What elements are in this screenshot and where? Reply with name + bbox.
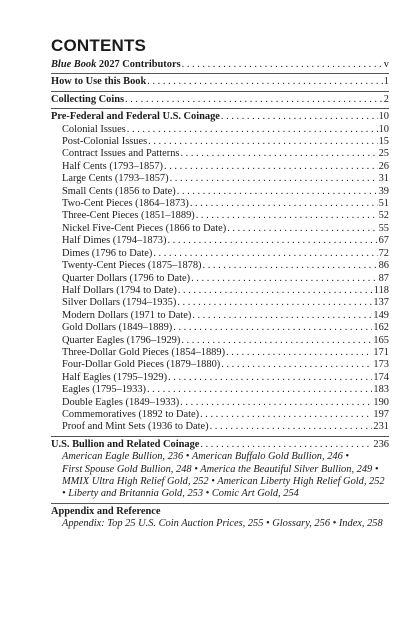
dot-leader bbox=[177, 186, 378, 198]
toc-entry-page: v bbox=[383, 59, 389, 70]
toc-entry-label bbox=[51, 59, 181, 71]
toc-subentry-label: Half Dollars (1794 to Date) bbox=[62, 284, 177, 296]
toc-subentry[interactable] bbox=[51, 235, 389, 247]
toc-subentry-page: 137 bbox=[373, 297, 389, 309]
toc-subentry-label: Quarter Eagles (1796–1929) bbox=[62, 334, 181, 346]
dot-leader bbox=[180, 397, 372, 409]
bullion-line: • Liberty and Britannia Gold, 253 • Comic Art Gold, 254 bbox=[62, 488, 299, 500]
toc-subentry-page: 26 bbox=[378, 160, 389, 172]
dot-leader bbox=[164, 161, 378, 173]
toc-entry-collecting-coins[interactable] bbox=[51, 94, 389, 106]
bullion-line: First Spouse Gold Bullion, 248 • America the Beautiful Silver Bullion, 249 • bbox=[62, 463, 379, 475]
toc-subentry[interactable] bbox=[51, 421, 389, 433]
page-title: CONTENTS bbox=[51, 36, 147, 55]
divider bbox=[51, 436, 389, 437]
toc-subentry-page: 67 bbox=[378, 235, 389, 247]
toc-entry-how-to-use[interactable] bbox=[51, 76, 389, 88]
toc-subentry-page: 149 bbox=[373, 309, 389, 321]
bullion-subentries bbox=[51, 451, 389, 501]
dot-leader bbox=[200, 409, 372, 421]
coinage-subentry-list bbox=[51, 124, 389, 434]
bullion-line: American Eagle Bullion, 236 • American Buffalo Gold Bullion, 246 • bbox=[62, 451, 350, 463]
toc-subentry-page: 87 bbox=[378, 272, 389, 284]
dot-leader bbox=[192, 310, 372, 322]
toc-subentry-page: 165 bbox=[373, 334, 389, 346]
dot-leader bbox=[181, 335, 372, 347]
dot-leader bbox=[200, 439, 372, 451]
toc-subentry-label: Dimes (1796 to Date) bbox=[62, 247, 153, 259]
dot-leader bbox=[203, 260, 378, 272]
dot-leader bbox=[227, 223, 377, 235]
toc-subentry[interactable] bbox=[51, 335, 389, 347]
toc-subentry[interactable] bbox=[51, 372, 389, 384]
appendix-subentries bbox=[51, 518, 389, 530]
toc-subentry[interactable] bbox=[51, 260, 389, 272]
divider bbox=[51, 503, 389, 504]
contents-page bbox=[51, 36, 389, 531]
toc-subentry-page: 25 bbox=[378, 148, 389, 160]
dot-leader bbox=[182, 59, 383, 71]
toc-entry-label: Collecting Coins bbox=[51, 93, 125, 105]
toc-subentry[interactable] bbox=[51, 198, 389, 210]
appendix-line: Appendix: Top 25 U.S. Coin Auction Prices, 255 • Glossary, 256 • Index, 258 bbox=[62, 518, 383, 530]
divider bbox=[51, 73, 389, 74]
toc-subentry-label: Three-Cent Pieces (1851–1889) bbox=[62, 210, 195, 222]
dot-leader bbox=[148, 136, 377, 148]
toc-entry-page: 10 bbox=[378, 111, 389, 123]
dot-leader bbox=[147, 76, 383, 88]
dot-leader bbox=[221, 111, 378, 123]
dot-leader bbox=[177, 297, 372, 309]
toc-subentry[interactable] bbox=[51, 285, 389, 297]
toc-subentry[interactable] bbox=[51, 161, 389, 173]
dot-leader bbox=[221, 359, 372, 371]
toc-subentry-label: Double Eagles (1849–1933) bbox=[62, 396, 180, 408]
toc-subentry[interactable] bbox=[51, 273, 389, 285]
dot-leader bbox=[190, 198, 378, 210]
toc-subentry-page: 55 bbox=[378, 222, 389, 234]
toc-subentry-label: Half Eagles (1795–1929) bbox=[62, 371, 168, 383]
toc-subentry[interactable] bbox=[51, 322, 389, 334]
dot-leader bbox=[147, 384, 372, 396]
toc-subentry-label: Large Cents (1793–1857) bbox=[62, 173, 169, 185]
toc-subentry[interactable] bbox=[51, 124, 389, 136]
dot-leader bbox=[153, 248, 377, 260]
toc-entry-appendix[interactable]: Appendix and Reference bbox=[51, 505, 161, 517]
toc-subentry[interactable] bbox=[51, 359, 389, 371]
dot-leader bbox=[168, 372, 372, 384]
toc-subentry[interactable] bbox=[51, 310, 389, 322]
toc-subentry-label: Eagles (1795–1933) bbox=[62, 384, 146, 396]
toc-subentry-page: 197 bbox=[373, 408, 389, 420]
toc-subentry-label: Three-Dollar Gold Pieces (1854–1889) bbox=[62, 346, 226, 358]
toc-subentry-label: Proof and Mint Sets (1936 to Date) bbox=[62, 421, 209, 433]
toc-subentry-label: Modern Dollars (1971 to Date) bbox=[62, 309, 192, 321]
toc-subentry-label: Half Cents (1793–1857) bbox=[62, 160, 164, 172]
dot-leader bbox=[167, 235, 377, 247]
toc-subentry-page: 39 bbox=[378, 185, 389, 197]
toc-subentry-label: Four-Dollar Gold Pieces (1879–1880) bbox=[62, 359, 221, 371]
toc-entry-label: Pre-Federal and Federal U.S. Coinage bbox=[51, 111, 220, 123]
toc-subentry-page: 231 bbox=[373, 421, 389, 433]
toc-subentry-label: Two-Cent Pieces (1864–1873) bbox=[62, 198, 189, 210]
toc-subentry-page: 86 bbox=[378, 260, 389, 272]
toc-subentry-page: 174 bbox=[373, 371, 389, 383]
toc-subentry-page: 51 bbox=[378, 198, 389, 210]
dot-leader bbox=[180, 148, 377, 160]
toc-subentry-page: 183 bbox=[373, 384, 389, 396]
toc-subentry[interactable] bbox=[51, 173, 389, 185]
toc-entry-coinage[interactable] bbox=[51, 111, 389, 123]
bullion-line: MMIX Ultra High Relief Gold, 252 • American Liberty High Relief Gold, 252 bbox=[62, 476, 385, 487]
toc-entry-label-rest: 2027 Contributors bbox=[96, 59, 181, 70]
toc-subentry[interactable] bbox=[51, 347, 389, 359]
toc-entry-page: 1 bbox=[383, 76, 389, 88]
divider bbox=[51, 91, 389, 92]
toc-entry-page: 236 bbox=[373, 438, 389, 450]
toc-subentry-page: 15 bbox=[378, 136, 389, 148]
toc-subentry-page: 118 bbox=[373, 284, 389, 296]
toc-subentry[interactable] bbox=[51, 136, 389, 148]
toc-subentry-page: 31 bbox=[378, 173, 389, 185]
toc-subentry-page: 162 bbox=[373, 322, 389, 334]
toc-subentry-page: 72 bbox=[378, 247, 389, 259]
dot-leader bbox=[210, 421, 373, 433]
toc-subentry[interactable] bbox=[51, 148, 389, 160]
toc-subentry[interactable] bbox=[51, 409, 389, 421]
toc-entry-label: U.S. Bullion and Related Coinage bbox=[51, 438, 200, 450]
dot-leader bbox=[191, 273, 378, 285]
toc-subentry-page: 171 bbox=[373, 346, 389, 358]
toc-entry-label: How to Use this Book bbox=[51, 76, 147, 88]
toc-subentry-label: Silver Dollars (1794–1935) bbox=[62, 297, 177, 309]
toc-subentry-label: Commemoratives (1892 to Date) bbox=[62, 408, 200, 420]
toc-entry-label-italic: Blue Book bbox=[51, 59, 97, 70]
dot-leader bbox=[173, 322, 372, 334]
dot-leader bbox=[127, 124, 378, 136]
toc-subentry-page: 52 bbox=[378, 210, 389, 222]
toc-subentry-label: Colonial Issues bbox=[62, 123, 126, 135]
toc-subentry[interactable] bbox=[51, 210, 389, 222]
dot-leader bbox=[226, 347, 372, 359]
toc-entry-contributors[interactable] bbox=[51, 59, 389, 71]
toc-subentry-page: 173 bbox=[373, 359, 389, 371]
toc-subentry[interactable] bbox=[51, 297, 389, 309]
toc-subentry-label: Gold Dollars (1849–1889) bbox=[62, 322, 173, 334]
toc-subentry-label: Small Cents (1856 to Date) bbox=[62, 185, 176, 197]
toc-subentry[interactable] bbox=[51, 248, 389, 260]
toc-subentry-page: 10 bbox=[378, 123, 389, 135]
divider bbox=[51, 108, 389, 109]
toc-subentry[interactable] bbox=[51, 223, 389, 235]
dot-leader bbox=[178, 285, 373, 297]
toc-subentry-label: Contract Issues and Patterns bbox=[62, 148, 180, 160]
toc-subentry-label: Nickel Five-Cent Pieces (1866 to Date) bbox=[62, 222, 227, 234]
toc-subentry[interactable] bbox=[51, 384, 389, 396]
dot-leader bbox=[125, 94, 383, 106]
toc-entry-bullion[interactable] bbox=[51, 439, 389, 451]
toc-subentry-label: Twenty-Cent Pieces (1875–1878) bbox=[62, 260, 202, 272]
toc-subentry[interactable] bbox=[51, 397, 389, 409]
toc-subentry-label: Half Dimes (1794–1873) bbox=[62, 235, 167, 247]
toc-subentry-page: 190 bbox=[373, 396, 389, 408]
dot-leader bbox=[170, 173, 378, 185]
toc-subentry[interactable] bbox=[51, 186, 389, 198]
toc-subentry-label: Quarter Dollars (1796 to Date) bbox=[62, 272, 191, 284]
toc-entry-page: 2 bbox=[383, 93, 389, 105]
dot-leader bbox=[196, 210, 378, 222]
toc-subentry-label: Post-Colonial Issues bbox=[62, 136, 148, 148]
